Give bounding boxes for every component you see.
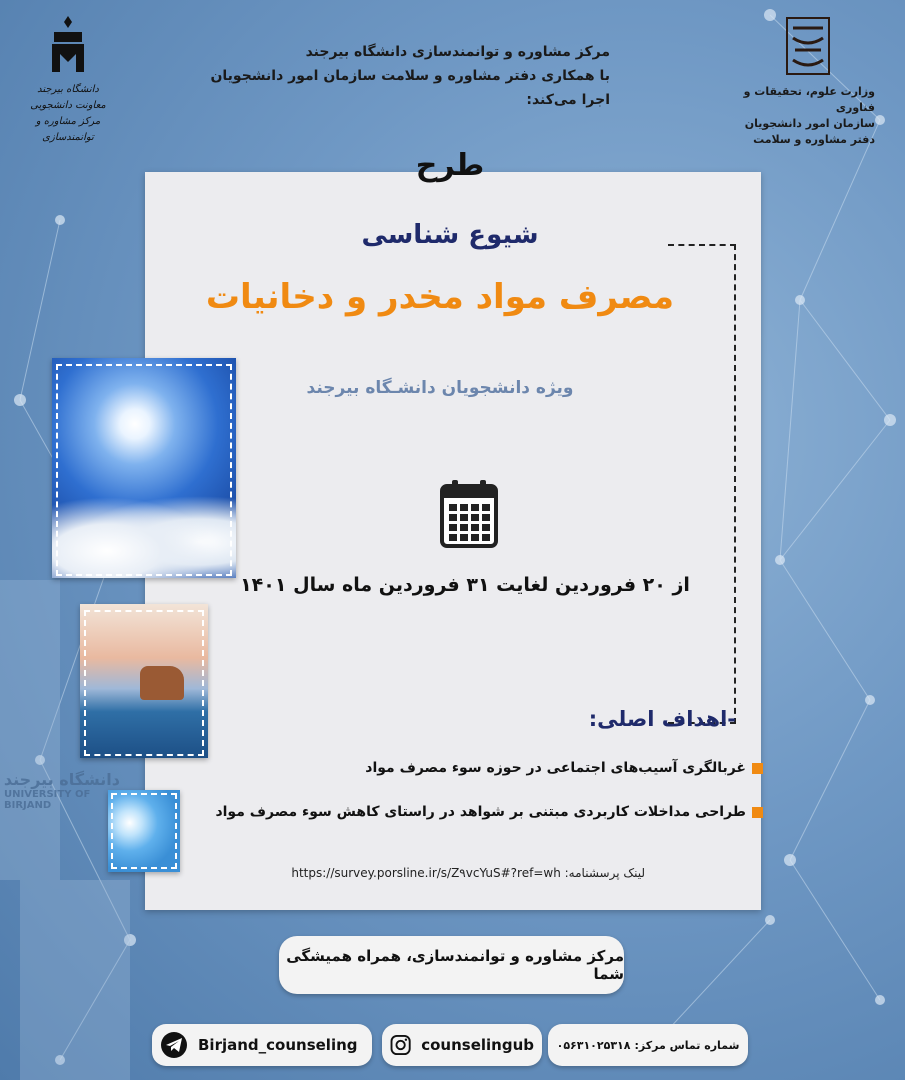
ministry-line-1: وزارت علوم، تحقیقات و فناوری bbox=[743, 85, 875, 114]
telegram-button[interactable] bbox=[152, 1024, 372, 1066]
survey-link-label: لینک پرسشنامه: bbox=[564, 866, 645, 880]
audience-subtitle: ویژه دانشجویان دانشـگاه بیرجند bbox=[306, 378, 574, 398]
survey-link[interactable]: https://survey.porsline.ir/s/Z۹vcYuS#?ref=wh bbox=[291, 866, 561, 880]
university-line-3: مرکز مشاوره و توانمندسازی bbox=[35, 116, 101, 143]
university-logo-block bbox=[18, 10, 118, 146]
telegram-handle: Birjand_counseling bbox=[198, 1036, 358, 1054]
calendar-icon bbox=[440, 478, 498, 548]
university-line-1: دانشگاه بیرجند bbox=[37, 84, 99, 95]
slogan-text: مرکز مشاوره و توانمندسازی، همراه همیشگی شما bbox=[286, 947, 624, 983]
header-organizers bbox=[190, 40, 610, 112]
student-affairs-logo bbox=[781, 14, 835, 78]
university-logo bbox=[48, 14, 88, 76]
title-prefix: طرح bbox=[415, 148, 485, 183]
title-topic: مصرف مواد مخدر و دخانیات bbox=[205, 277, 675, 317]
goal-text: غربالگری آسیب‌های اجتماعی در حوزه سوء مصرف مواد bbox=[365, 760, 746, 776]
slogan-box bbox=[279, 936, 624, 994]
university-watermark-en: UNIVERSITY OF BIRJAND bbox=[4, 789, 91, 811]
instagram-handle: counselingub bbox=[421, 1036, 534, 1054]
instagram-icon bbox=[390, 1031, 411, 1059]
university-watermark-fa: دانشگاه بیرجند bbox=[3, 770, 120, 789]
survey-link-row bbox=[265, 866, 645, 880]
phone-label: شماره تماس مرکز: bbox=[634, 1038, 740, 1052]
telegram-icon bbox=[160, 1031, 188, 1059]
ministry-line-3: دفتر مشاوره و سلامت bbox=[753, 133, 875, 146]
header-line-1: مرکز مشاوره و توانمندسازی دانشگاه بیرجند bbox=[305, 44, 610, 60]
title-main: شیوع شناسی bbox=[361, 220, 539, 250]
ministry-line-2: سازمان امور دانشجویان bbox=[744, 117, 875, 130]
bullet-icon bbox=[752, 763, 763, 774]
goals-title: -اهداف اصلی: bbox=[588, 707, 736, 731]
goal-item bbox=[365, 760, 763, 776]
survey-dates: از ۲۰ فروردین لغایت ۳۱ فروردین ماه سال ۱۴۰۱ bbox=[240, 574, 690, 596]
goal-text: طراحی مداخلات کاربردی مبتنی بر شواهد در راستای کاهش سوء مصرف مواد bbox=[215, 804, 746, 820]
phone-box bbox=[548, 1024, 748, 1066]
goal-item bbox=[215, 804, 763, 820]
sky-sun-photo bbox=[52, 358, 236, 578]
phone-number[interactable]: ۰۵۶۳۱۰۲۵۳۱۸ bbox=[556, 1038, 631, 1052]
sea-rock-photo bbox=[80, 604, 208, 758]
bullet-icon bbox=[752, 807, 763, 818]
university-watermark bbox=[0, 770, 120, 811]
university-line-2: معاونت دانشجویی bbox=[30, 100, 106, 111]
instagram-button[interactable] bbox=[382, 1024, 542, 1066]
header-line-2: با همکاری دفتر مشاوره و سلامت سازمان امور دانشجویان اجرا می‌کند: bbox=[210, 68, 610, 108]
ministry-logo-block bbox=[735, 10, 875, 148]
blue-flowers-photo bbox=[108, 790, 180, 872]
